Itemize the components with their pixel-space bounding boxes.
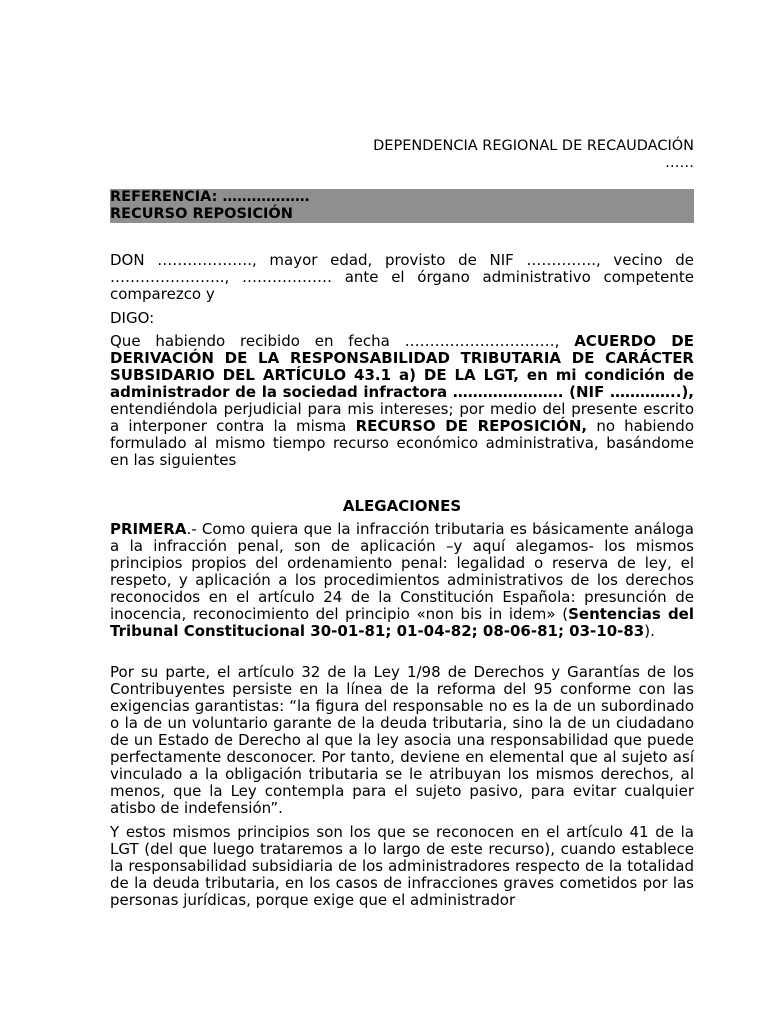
primera-label: PRIMERA [110, 520, 187, 538]
request-recurso-text: RECURSO DE REPOSICIÓN, [355, 417, 588, 435]
alegaciones-title: ALEGACIONES [342, 497, 462, 515]
primera-paragraph [110, 521, 694, 640]
primera-end: ). [644, 622, 655, 640]
header-dots: …… [665, 155, 694, 171]
request-text [110, 333, 694, 469]
reference-subject: RECURSO REPOSICIÓN [110, 206, 293, 222]
ley-text: Por su parte, el artículo 32 de la Ley 1/98 de Derechos y Garantías de los Contribuyentes persiste en la línea de la reforma del 95 conforme con las exigencias garantistas: “la figura del responsable no es la de un subordinado o la de un voluntario garante de la deuda tributaria, sino la de un ciudadano de un Estado de Derecho al que la ley asocia una responsabilidad que puede perfectamente desconocer. Por tanto, deviene en elemental que al sujeto así vinculado a la obligación tributaria se le atribuyan los mismos derechos, al menos, que la Ley contempla para el sujeto pasivo, para evitar cualquier atisbo de indefensión”. [110, 663, 694, 817]
header-title: DEPENDENCIA REGIONAL DE RECAUDACIÓN [373, 138, 694, 154]
primera-sentencias: Sentencias del Tribunal Constitucional 30-01-81; 01-04-82; 08-06-81; 03-10-83 [110, 605, 694, 640]
digo-text: DIGO: [110, 309, 155, 327]
articulo-41-text: Y estos mismos principios son los que se reconocen en el artículo 41 de la LGT (del que luego trataremos a lo largo de este recurso), cuando establece la responsabilidad subsidiaria de los administradores respecto de la totalidad de la deuda tributaria, en los casos de infracciones graves cometidos por las personas jurídicas, porque exige que el administrador [110, 823, 694, 909]
request-agreement-text: ACUERDO DE DERIVACIÓN DE LA RESPONSABILIDAD TRIBUTARIA DE CARÁCTER SUBSIDARIO DEL ARTÍCULO 43.1 a) DE LA LGT, en mi condición de administrador de la sociedad infractora …………………. (NIF …………..), [110, 332, 694, 401]
request-end-text: no habiendo formulado al mismo tiempo recurso económico administrativa, basándome en las siguientes [110, 417, 694, 469]
ley-paragraph [110, 664, 694, 817]
primera-body: .- Como quiera que la infracción tributaria es básicamente análoga a la infracción penal, son de aplicación –y aquí alegamos- los mismos principios propios del ordenamiento penal: legalidad o reserva de ley, el respeto, y aplicación a los procedimientos administrativos de los derechos reconocidos en el artículo 24 de la Constitución Española: presunción de inocencia, reconocimiento del principio «non bis in idem» ( [110, 520, 694, 623]
reference-box [110, 189, 694, 223]
intro-paragraph [110, 252, 694, 303]
reference-line: REFERENCIA: ……………… [110, 189, 310, 205]
primera-text [110, 521, 694, 640]
request-date-text: Que habiendo recibido en fecha …………………………, [110, 332, 575, 350]
articulo-41-paragraph [110, 824, 694, 909]
request-middle-text: entendiéndola perjudicial para mis intereses; por medio del presente escrito a interponer contra la misma [110, 400, 694, 435]
digo-heading [110, 310, 694, 327]
document-header [373, 138, 694, 172]
intro-text: DON ………………., mayor edad, provisto de NIF ………….., vecino de ………………….., ……………… ante el órgano administrativo competente comparezco y [110, 251, 694, 303]
request-paragraph [110, 333, 694, 469]
